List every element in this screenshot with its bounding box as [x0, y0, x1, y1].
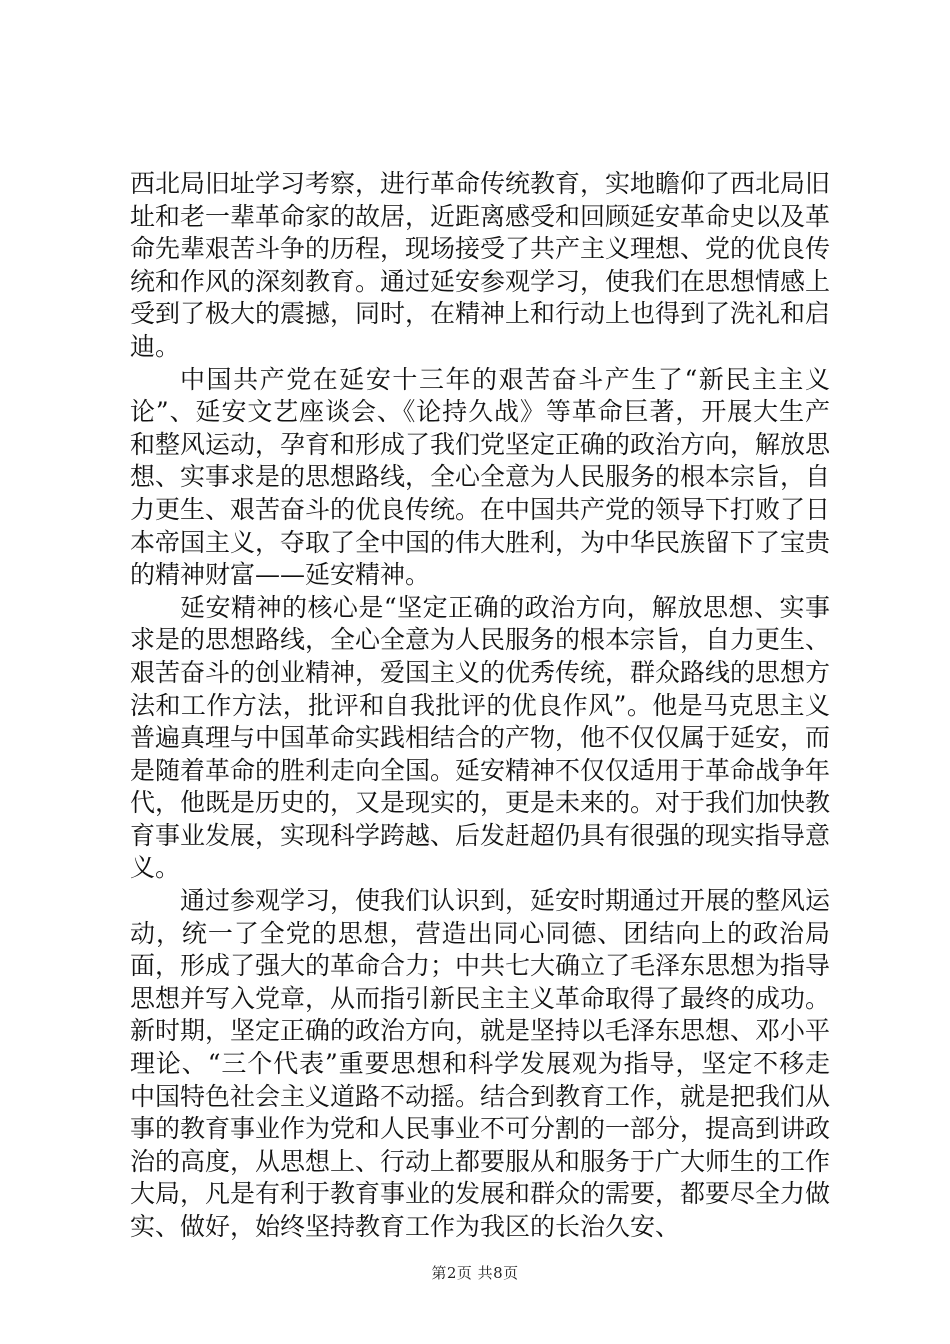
document-body: [130, 168, 830, 1244]
paragraph-3: 延安精神的核心是“坚定正确的政治方向，解放思想、实事求是的思想路线，全心全意为人民服务的根本宗旨，自力更生、艰苦奋斗的创业精神，爱国主义的优秀传统，群众路线的思想方法和工作方法，批评和自我批评的优良作风”。他是马克思主义普遍真理与中国革命实践相结合的产物，他不仅仅属于延安，而是随着革命的胜利走向全国。延安精神不仅仅适用于革命战争年代，他既是历史的，又是现实的，更是未来的。对于我们加快教育事业发展，实现科学跨越、后发赶超仍具有很强的现实指导意义。: [130, 592, 831, 883]
page-number-footer: 第2页 共8页: [431, 1264, 519, 1282]
paragraph-1: 西北局旧址学习考察，进行革命传统教育，实地瞻仰了西北局旧址和老一辈革命家的故居，近距离感受和回顾延安革命史以及革命先辈艰苦斗争的历程，现场接受了共产主义理想、党的优良传统和作风的深刻教育。通过延安参观学习，使我们在思想情感上受到了极大的震撼，同时，在精神上和行动上也得到了洗礼和启迪。: [130, 169, 831, 361]
paragraph-4: 通过参观学习，使我们认识到，延安时期通过开展的整风运动，统一了全党的思想，营造出同心同德、团结向上的政治局面，形成了强大的革命合力；中共七大确立了毛泽东思想为指导思想并写入党章，从而指引新民主主义革命取得了最终的成功。新时期，坚定正确的政治方向，就是坚持以毛泽东思想、邓小平理论、“三个代表”重要思想和科学发展观为指导，坚定不移走中国特色社会主义道路不动摇。结合到教育工作，就是把我们从事的教育事业作为党和人民事业不可分割的一部分，提高到讲政治的高度，从思想上、行动上都要服从和服务于广大师生的工作大局，凡是有利于教育事业的发展和群众的需要，都要尽全力做实、做好，始终坚持教育工作为我区的长治久安、: [130, 886, 831, 1241]
paragraph-2: 中国共产党在延安十三年的艰苦奋斗产生了“新民主主义论”、延安文艺座谈会、《论持久战》等革命巨著，开展大生产和整风运动，孕育和形成了我们党坚定正确的政治方向，解放思想、实事求是的思想路线，全心全意为人民服务的根本宗旨，自力更生、艰苦奋斗的优良传统。在中国共产党的领导下打败了日本帝国主义，夺取了全中国的伟大胜利，为中华民族留下了宝贵的精神财富——延安精神。: [130, 364, 831, 590]
